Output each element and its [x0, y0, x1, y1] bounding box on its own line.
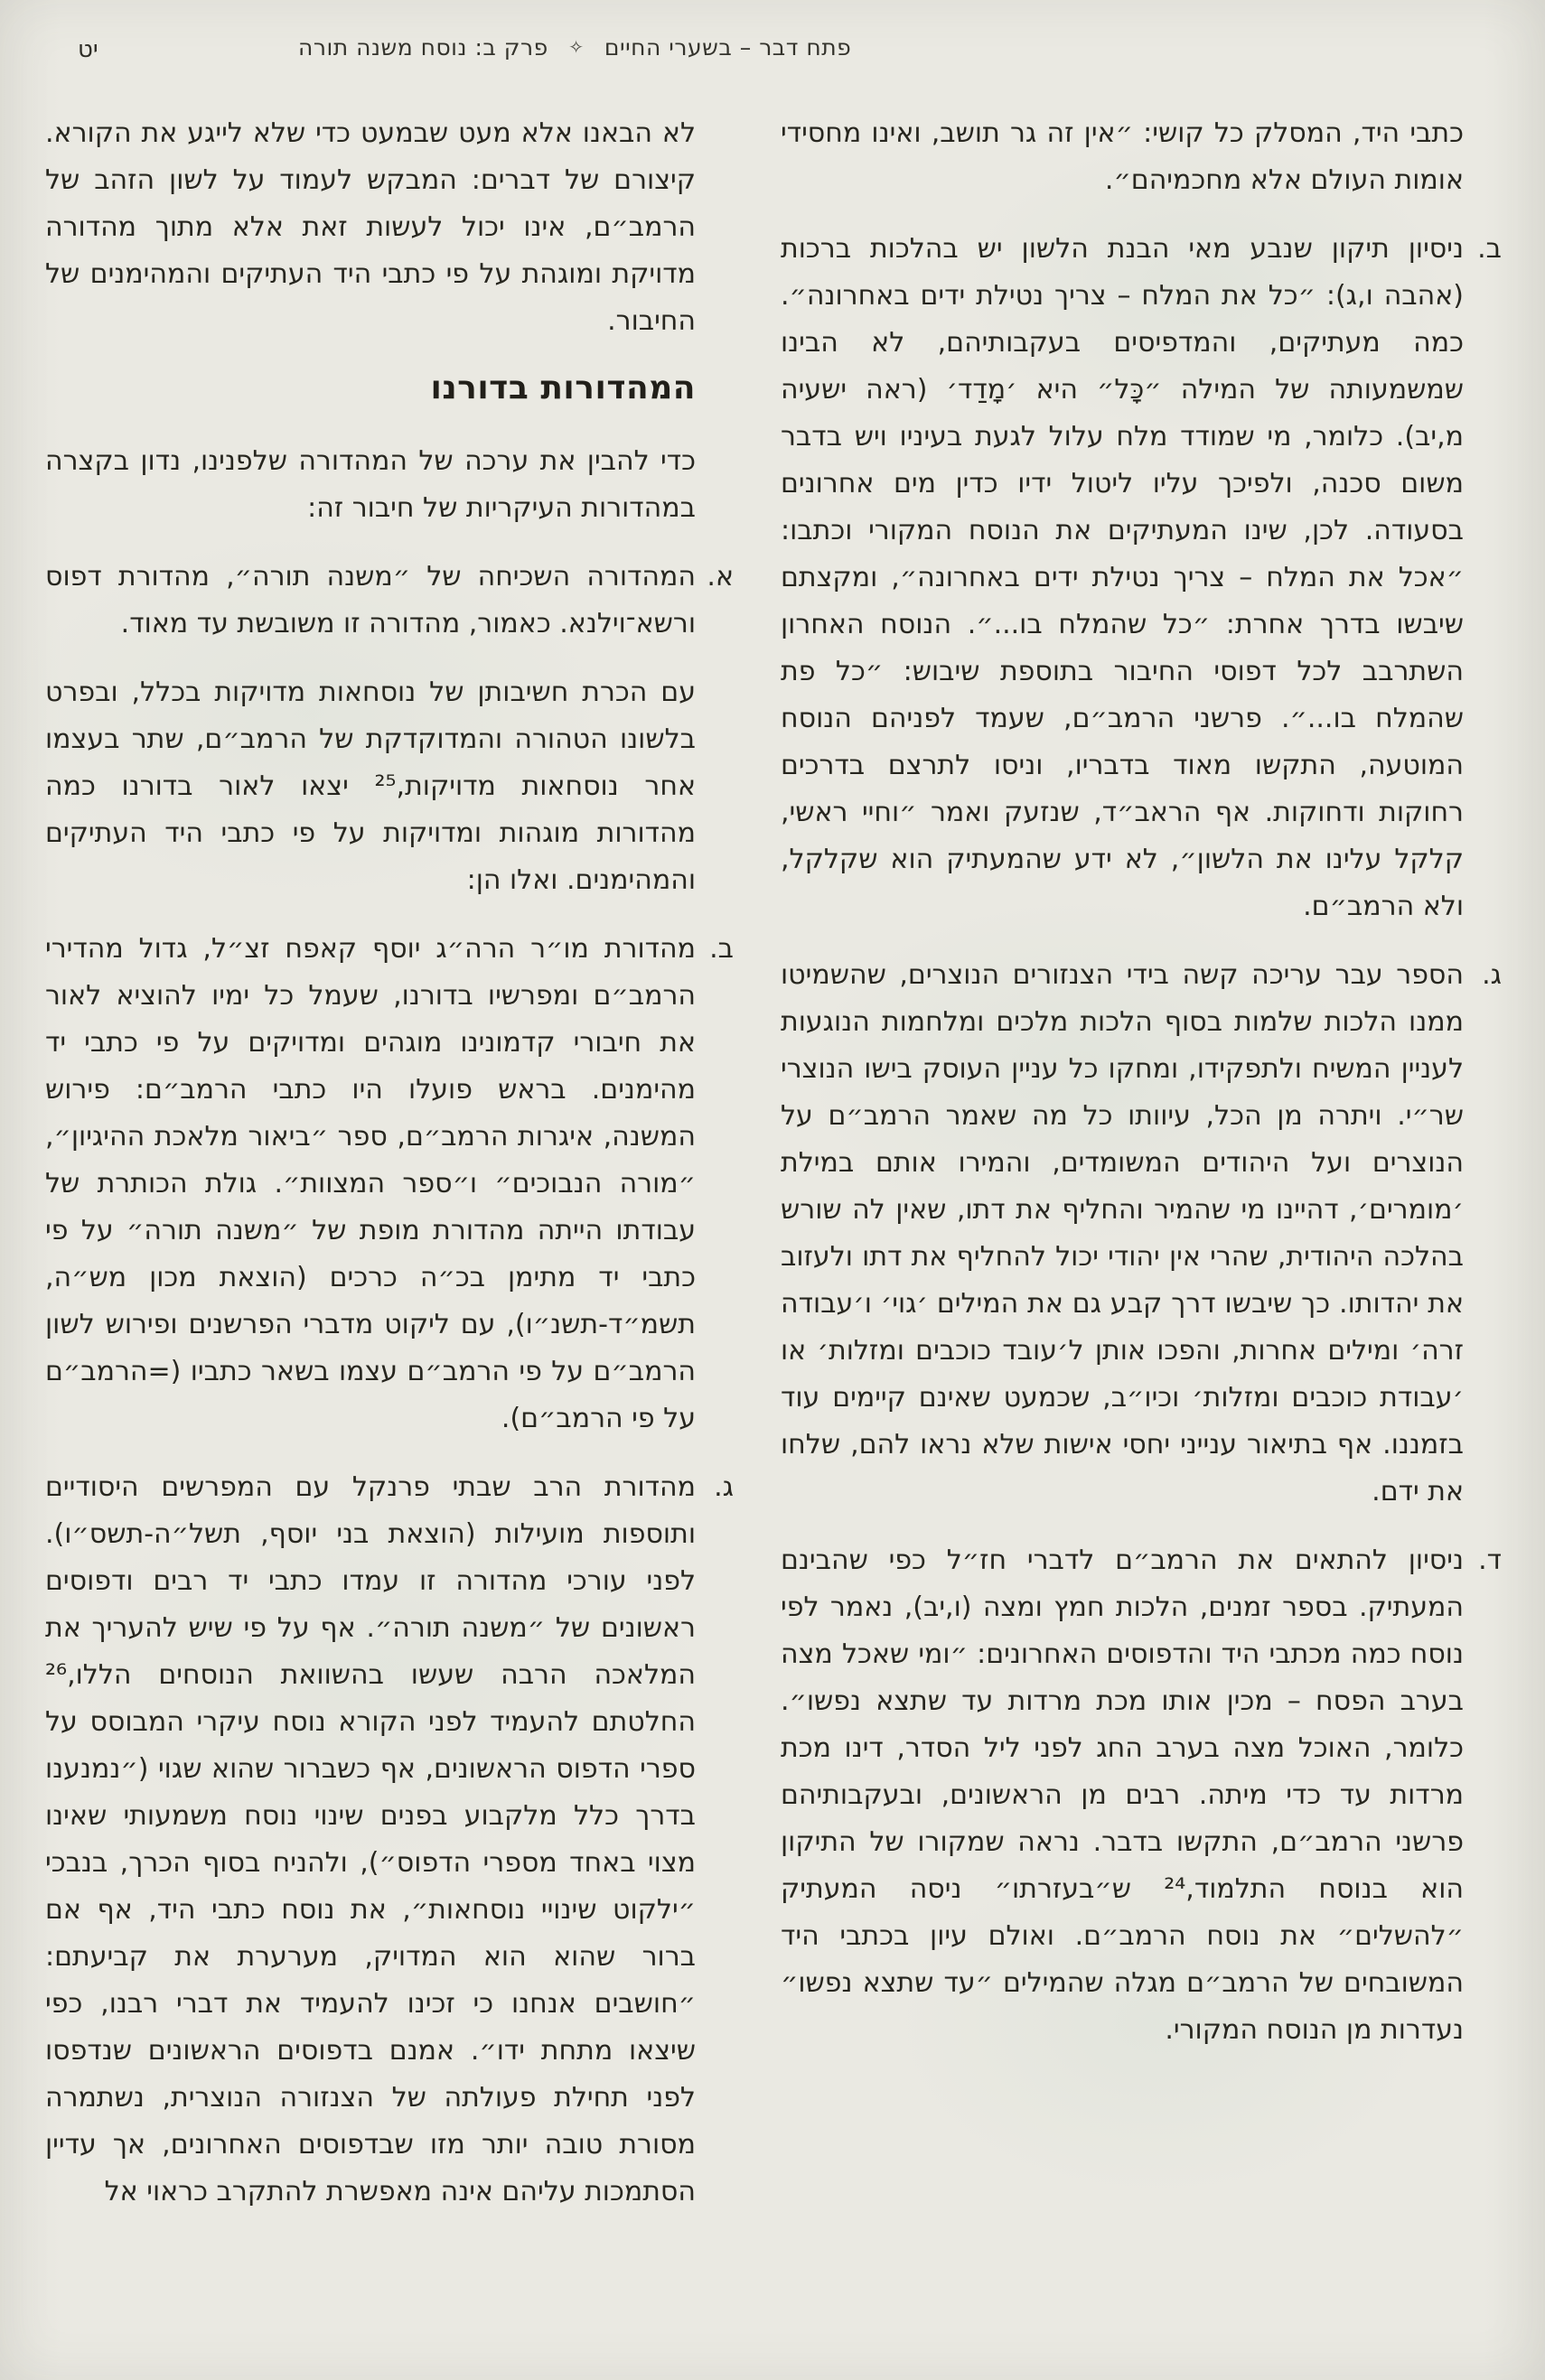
item-text: מהדורת הרב שבתי פרנקל עם המפרשים היסודיים ותוספות מועילות (הוצאת בני יוסף, תשל״ה-תשס״ו). לפני עורכי מהדורה זו עמדו כתבי יד רבים ודפוסים ראשונים של ״משנה תורה״. אף על פי שיש להעריך את המלאכה הרבה שעשו בהשוואת הנוסחים הללו,²⁶ החלטתם להעמיד לפני הקורא נוסח עיקרי המבוסס על ספרי הדפוס הראשונים, אף כשברור שהוא שגוי (״נמנענו בדרך כלל מלקבוע בפנים שינוי נוסח משמעותי שאינו מצוי באחד מספרי הדפוס״), ולהניח בסוף הכרך, בנבכי ״ילקוט שינויי נוסחאות״, את נוסח כתבי היד, אף אם ברור שהוא הוא המדויק, מערערת את קביעתם: ״חושבים אנחנו כי זכינו להעמיד את דברי רבנו, כפי שיצאו מתחת ידו״. אמנם בדפוסים הראשונים שנדפסו לפני תחילת פעולתה של הצנזורה הנוצרית, נשתמרה מסורת טובה יותר מזו שבדפוסים האחרונים, אך עדיין הסתמכות עליהם אינה מאפשרת להתקרב כראוי אל: [45, 1471, 696, 2208]
intro-paragraph: לא הבאנו אלא מעט שבמעט כדי שלא לייגע את הקורא. קיצורם של דברים: המבקש לעמוד על לשון הזהב של הרמב״ם, אינו יכול לעשות זאת אלא מתוך מהדורה מדויקת ומוגהת על פי כתבי היד העתיקים והמהימנים של החיבור.: [45, 117, 696, 337]
list-item-bet: [45, 926, 734, 1442]
item-letter: ד.: [1478, 1545, 1502, 1576]
lead-paragraph: כדי להבין את ערכה של המהדורה שלפנינו, נדון בקצרה במהדורות העיקריות של חיבור זה:: [45, 445, 696, 525]
section-heading: המהדורות בדורנו: [430, 369, 696, 406]
item-letter: ג.: [1482, 959, 1502, 991]
item-text: המהדורה השכיחה של ״משנה תורה״, מהדורת דפוס ורשא־וילנא. כאמור, מהדורה זו משובשת עד מאוד.: [45, 561, 696, 640]
running-header: [0, 31, 1545, 70]
bridge-paragraph: עם הכרת חשיבותן של נוסחאות מדויקות בכלל, ובפרט בלשונו הטהורה והמדוקדקת של הרמב״ם, שתר בעצמו אחר נוסחאות מדויקות,²⁵ יצאו לאור בדורנו כמה מהדורות מוגהות ומדויקות על פי כתבי היד העתיקים והמהימנים. ואלו הן:: [45, 677, 696, 897]
item-letter: ב.: [709, 933, 734, 966]
list-item-gimel: [781, 952, 1502, 1516]
item-letter: ב.: [1477, 233, 1502, 265]
list-item-bet: [781, 226, 1502, 930]
item-text: ניסיון תיקון שנבע מאי הבנת הלשון יש בהלכות ברכות (אהבה ו,ג): ״כל את המלח – צריך נטילת ידים באחרונה״. כמה מעתיקים, והמדפיסים בעקבותיהם, לא הבינו שמשמעותה של המילה ״כָּל״ היא ׳מָדַד׳ (ראה ישעיה מ,יב). כלומר, מי שמודד מלח עלול לגעת בעיניו ויש בדבר משום סכנה, ולפיכך עליו ליטול ידיו כדין מים אחרונים בסעודה. לכן, שינו המעתיקים את הנוסח המקורי וכתבו: ״אכל את המלח – צריך נטילת ידים באחרונה״, ומקצתם שיבשו בדרך אחרת: ״כל שהמלח בו...״. הנוסח האחרון השתרבב לכל דפוסי החיבור בתוספת שיבוש: ״כל פת שהמלח בו...״. פרשני הרמב״ם, שעמד לפניהם הנוסח המוטעה, התקשו מאוד בדבריו, וניסו לתרצם בדרכים רחוקות ודחוקות. אף הראב״ד, שנזעק ואמר ״וחיי ראשי, קלקל עלינו את הלשון״, לא ידע שהמעתיק הוא שקלקל, ולא הרמב״ם.: [781, 233, 1464, 922]
column-left: [42, 110, 734, 2237]
diamond-icon: ✧: [568, 36, 585, 58]
list-item-alef: [45, 554, 734, 648]
list-item-dalet: [781, 1537, 1502, 2054]
item-text: הספר עבר עריכה קשה בידי הצנזורים הנוצרים, שהשמיטו ממנו הלכות שלמות בסוף הלכות מלכים ומלחמות הנוגעות לעניין המשיח ולתפקידו, ומחקו כל עניין העוסק בישו הנוצרי שר״י. ויתרה מן הכל, עיוותו כל מה שאמר הרמב״ם על הנוצרים ועל היהודים המשומדים, והמירו אותם במילת ׳מומרים׳, דהיינו מי שהמיר והחליף את דתו, שאין לה שורש בהלכה היהודית, שהרי אין יהודי יכול להחליף את דתו ולעזוב את יהדותו. כך שיבשו דרך קבע גם את המילים ׳גוי׳ ו׳עבודה זרה׳ ומילים אחרות, והפכו אותן ל׳עובד כוכבים ומזלות׳ או ׳עבודת כוכבים ומזלות׳ וכיו״ב, שכמעט שאינם קיימים עוד בזמננו. אף בתיאור ענייני יחסי אישות שלא נראו להם, שלחו את ידם.: [781, 959, 1464, 1507]
item-letter: א.: [707, 561, 734, 593]
continuation-paragraph: כתבי היד, המסלק כל קושי: ״אין זה גר תושב, ואינו מחסידי אומות העולם אלא מחכמיהם״.: [781, 117, 1464, 196]
column-right: [777, 110, 1502, 2237]
header-line: [298, 34, 851, 61]
item-text: ניסיון להתאים את הרמב״ם לדברי חז״ל כפי שהבינם המעתיק. בספר זמנים, הלכות חמץ ומצה (ו,יב), נאמר לפי נוסח כמה מכתבי היד והדפוסים האחרונים: ״ומי שאכל מצה בערב הפסח – מכין אותו מכת מרדות עד שתצא נפשו״. כלומר, האוכל מצה בערב החג לפני ליל הסדר, דינו מכת מרדות עד כדי מיתה. רבים מן הראשונים, ובעקבותיהם פרשני הרמב״ם, התקשו בדבר. נראה שמקורו של התיקון הוא בנוסח התלמוד,²⁴ ש״בעזרתו״ ניסה המעתיק ״להשלים״ את נוסח הרמב״ם. ואולם עיון בכתבי היד המשובחים של הרמב״ם מגלה שהמילים ״עד שתצא נפשו״ נעדרות מן הנוסח המקורי.: [781, 1545, 1465, 2046]
header-chapter-title: פרק ב: נוסח משנה תורה: [298, 34, 548, 61]
page-content: [42, 110, 1502, 2237]
list-item-gimel: [45, 1464, 734, 2216]
item-text: מהדורת מו״ר הרה״ג יוסף קאפח זצ״ל, גדול מהדירי הרמב״ם ומפרשיו בדורנו, שעמל כל ימיו להוציא לאור את חיבורי קדמונינו מוגהים ומדויקים על פי כתבי יד מהימנים. בראש פועלו היו כתבי הרמב״ם: פירוש המשנה, איגרות הרמב״ם, ספר ״ביאור מלאכת ההיגיון״, ״מורה הנבוכים״ ו״ספר המצוות״. גולת הכותרת של עבודתו הייתה מהדורת מופת של ״משנה תורה״ על פי כתבי יד מתימן בכ״ה כרכים (הוצאת מכון מש״ה, תשמ״ד-תשנ״ו), עם ליקוט מדברי הפרשנים ופירוש לשון הרמב״ם על פי הרמב״ם עצמו בשאר כתביו (=הרמב״ם על פי הרמב״ם).: [45, 933, 696, 1435]
page-number: יט: [78, 36, 98, 63]
header-section-title: פתח דבר – בשערי החיים: [604, 34, 852, 61]
item-letter: ג.: [714, 1471, 734, 1504]
